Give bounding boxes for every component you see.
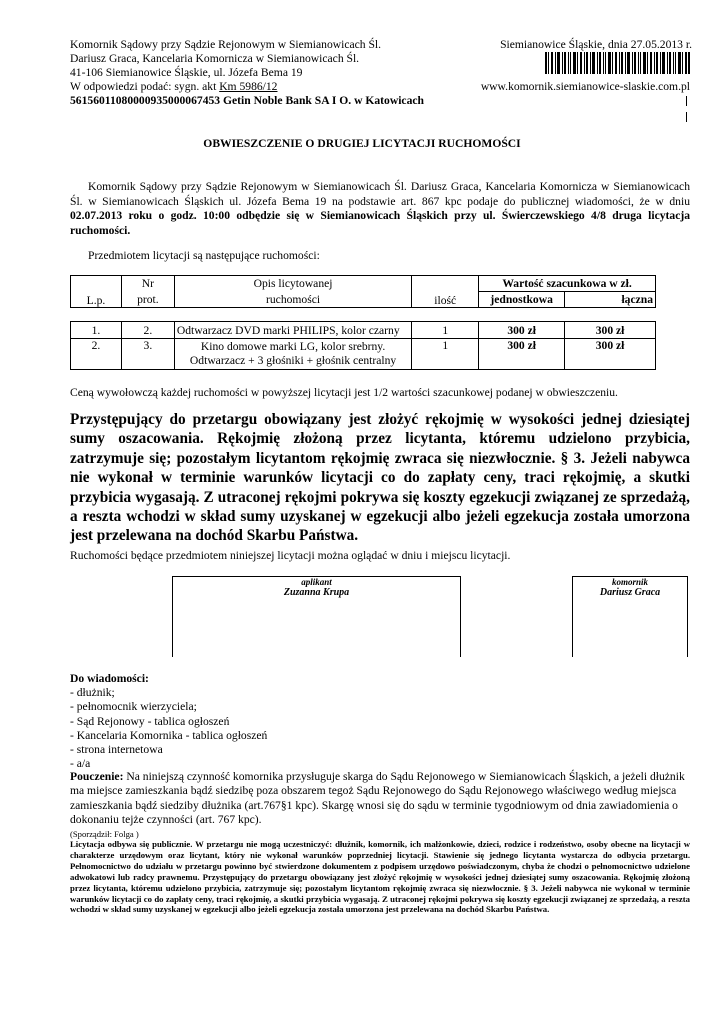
- row-nr: 3.: [121, 339, 174, 370]
- list-item: - pełnomocnik wierzyciela;: [70, 700, 197, 714]
- case-number: Km 5986/12: [219, 80, 278, 93]
- subject-line: Przedmiotem licytacji są następujące ruchomości:: [88, 249, 320, 262]
- price-note: Ceną wywołowczą każdej ruchomości w powyższej licytacji jest 1/2 wartości szacunkowej podanej w obwieszczeniu.: [70, 386, 618, 399]
- row-ilosc: 1: [412, 339, 479, 370]
- header-ilosc: ilość: [412, 276, 479, 308]
- row-opis: Kino domowe marki LG, kolor srebrny. Odtwarzacz + 3 głośniki + głośnik centralny: [174, 339, 411, 370]
- header-prot: prot.: [121, 292, 174, 308]
- website-url: www.komornik.siemianowice-slaskie.com.pl: [480, 80, 690, 93]
- signature-name: Dariusz Graca: [599, 587, 661, 598]
- row-nr: 2.: [121, 322, 174, 339]
- table-spacer: [71, 308, 656, 322]
- header-jednostkowa: jednostkowa: [479, 292, 565, 308]
- header-ruchomosci: ruchomości: [174, 292, 411, 308]
- signature-box-komornik: [572, 576, 688, 657]
- table-row: [71, 322, 656, 339]
- row-lp: 1.: [71, 322, 122, 339]
- margin-mark: [686, 112, 687, 122]
- reference-line: W odpowiedzi podać: sygn. akt Km 5986/12: [70, 80, 278, 93]
- recipients-heading: Do wiadomości:: [70, 672, 149, 685]
- signature-role: komornik: [611, 577, 648, 587]
- list-item: - strona internetowa: [70, 743, 163, 757]
- row-opis: Odtwarzacz DVD marki PHILIPS, kolor czarny: [174, 322, 411, 339]
- header-lp: L.p.: [71, 276, 122, 308]
- list-item: - Kancelaria Komornika - tablica ogłoszeń: [70, 728, 268, 742]
- header-opis: Opis licytowanej: [174, 276, 411, 292]
- sender-address: 41-106 Siemianowice Śląskie, ul. Józefa Bema 19: [70, 66, 303, 79]
- row-laczna: 300 zł: [565, 339, 656, 370]
- sender-block: [70, 38, 424, 108]
- recipients-list: [70, 672, 267, 771]
- instruction-label: Pouczenie:: [70, 770, 124, 783]
- sender-line: Dariusz Graca, Kancelaria Komornicza w Siemianowicach Śl.: [70, 52, 360, 65]
- list-item: - dłużnik;: [70, 686, 115, 700]
- row-laczna: 300 zł: [565, 322, 656, 339]
- margin-mark: [686, 96, 687, 106]
- deposit-notice: Przystępujący do przetargu obowiązany jest złożyć rękojmię w wysokości jednej dziesiątej sumy oszacowania. Rękojmię złożoną przez licytanta, któremu udzielono przybicia, zatrzymuje się; pozostałym licytantom rękojmię zwraca się niezwłocznie. § 3. Jeżeli nabywca nie wykonał w terminie warunków licytacji co do zapłaty ceny, traci rękojmię, a skutki przybicia wygasają. Z utraconej rękojmi pokrywa się koszty egzekucji związanej ze sprzedażą, a reszta wchodzi w skład sumy uzyskanej w egzekucji albo jeżeli egzekucja została umorzona jest przelewana na dochód Skarbu Państwa.: [70, 411, 690, 545]
- row-jednostkowa: 300 zł: [479, 322, 565, 339]
- document-title: OBWIESZCZENIE O DRUGIEJ LICYTACJI RUCHOMOŚCI: [203, 137, 521, 150]
- date-line: Siemianowice Śląskie, dnia 27.05.2013 r.: [500, 38, 692, 51]
- list-item: - a/a: [70, 757, 91, 771]
- signature-name: Zuzanna Krupa: [283, 587, 350, 598]
- list-item: - Sąd Rejonowy - tablica ogłoszeń: [70, 714, 230, 728]
- header-laczna: łączna: [565, 292, 656, 308]
- signature-box-aplikant: [172, 576, 461, 657]
- sender-line: Komornik Sądowy przy Sądzie Rejonowym w Siemianowicach Śl.: [70, 38, 382, 51]
- inspection-note: Ruchomości będące przedmiotem niniejszej licytacji można oglądać w dniu i miejscu licytacji.: [70, 549, 511, 562]
- header-nr: Nr: [121, 276, 174, 292]
- items-table: [70, 275, 656, 370]
- legal-instruction: Pouczenie: Na niniejszą czynność komornika przysługuje skarga do Sądu Rejonowego w Siemianowicach Śląskich, a jeżeli dłużnik ma miejsce zamieszkania bądź siedzibę poza obszarem tegoż Sądu Rejonowego do Sądu Rejonowego właściwego według miejsca zamieszkania bądź siedziby dłużnika (art.767§1 kpc). Skargę wnosi się do sądu w terminie tygodniowym od dnia zawiadomienia o dokonaniu tejże czynności (art. 767 kpc).: [70, 770, 685, 826]
- signature-role: aplikant: [301, 577, 332, 587]
- row-ilosc: 1: [412, 322, 479, 339]
- bank-account: 56156011080000935000067453 Getin Noble Bank SA I O. w Katowicach: [70, 94, 424, 107]
- row-jednostkowa: 300 zł: [479, 339, 565, 370]
- header-wartosc: Wartość szacunkowa w zł.: [479, 276, 656, 292]
- prepared-by: (Sporządził: Folga ): [70, 829, 139, 839]
- row-lp: 2.: [71, 339, 122, 370]
- intro-paragraph: Komornik Sądowy przy Sądzie Rejonowym w Siemianowicach Śl. Dariusz Graca, Kancelaria Komornicza w Siemianowicach Śl. w Siemianowicach Śląskich ul. Józefa Bema 19 na podstawie art. 867 kpc podaje do publicznej wiadomości, że w dniu 02.07.2013 roku o godz. 10:00 odbędzie się w Siemianowicach Śląskich przy ul. Świerczewskiego 4/8 druga licytacja ruchomości.: [70, 180, 690, 237]
- auction-date-place: 02.07.2013 roku o godz. 10:00 odbędzie się w Siemianowicach Śląskich przy ul. Świerczewskiego 4/8 druga licytacja ruchomości.: [70, 209, 690, 237]
- table-row: [71, 339, 656, 370]
- auction-rules-fine-print: Licytacja odbywa się publicznie. W przetargu nie mogą uczestniczyć: dłużnik, komornik, ich małżonkowie, dzieci, rodzice i rodzeństwo, osoby obecne na licytacji w charakterze urzędowym oraz licytant, który nie wykonał warunków poprzedniej licytacji. Stawienie się jednego licytanta wystarcza do odbycia przetargu. Pełnomocnictwo do udziału w przetargu powinno być stwierdzone dokumentem z podpisem urzędowo poświadczonym, chyba że chodzi o pełnomocnictwo udzielone adwokatowi lub radcy prawnemu. Przystępujący do przetargu obowiązany jest złożyć rękojmię w wysokości jednej dziesiątej sumy oszacowania. Rękojmię złożoną przez licytanta, któremu udzielono przybicia, zatrzymuje się; pozostałym licytantom rękojmię zwraca się niezwłocznie. § 3. Jeżeli nabywca nie wykonał w terminie warunków licytacji co do zapłaty ceny, traci rękojmię, a skutki przybicia wygasają. Z utraconej rękojmi pokrywa się koszty egzekucji związanej ze sprzedażą, a reszta wchodzi w skład sumy uzyskanej w egzekucji albo jeżeli egzekucja została umorzona jest przelewana na dochód Skarbu Państwa.: [70, 839, 690, 915]
- barcode-image: [545, 52, 690, 74]
